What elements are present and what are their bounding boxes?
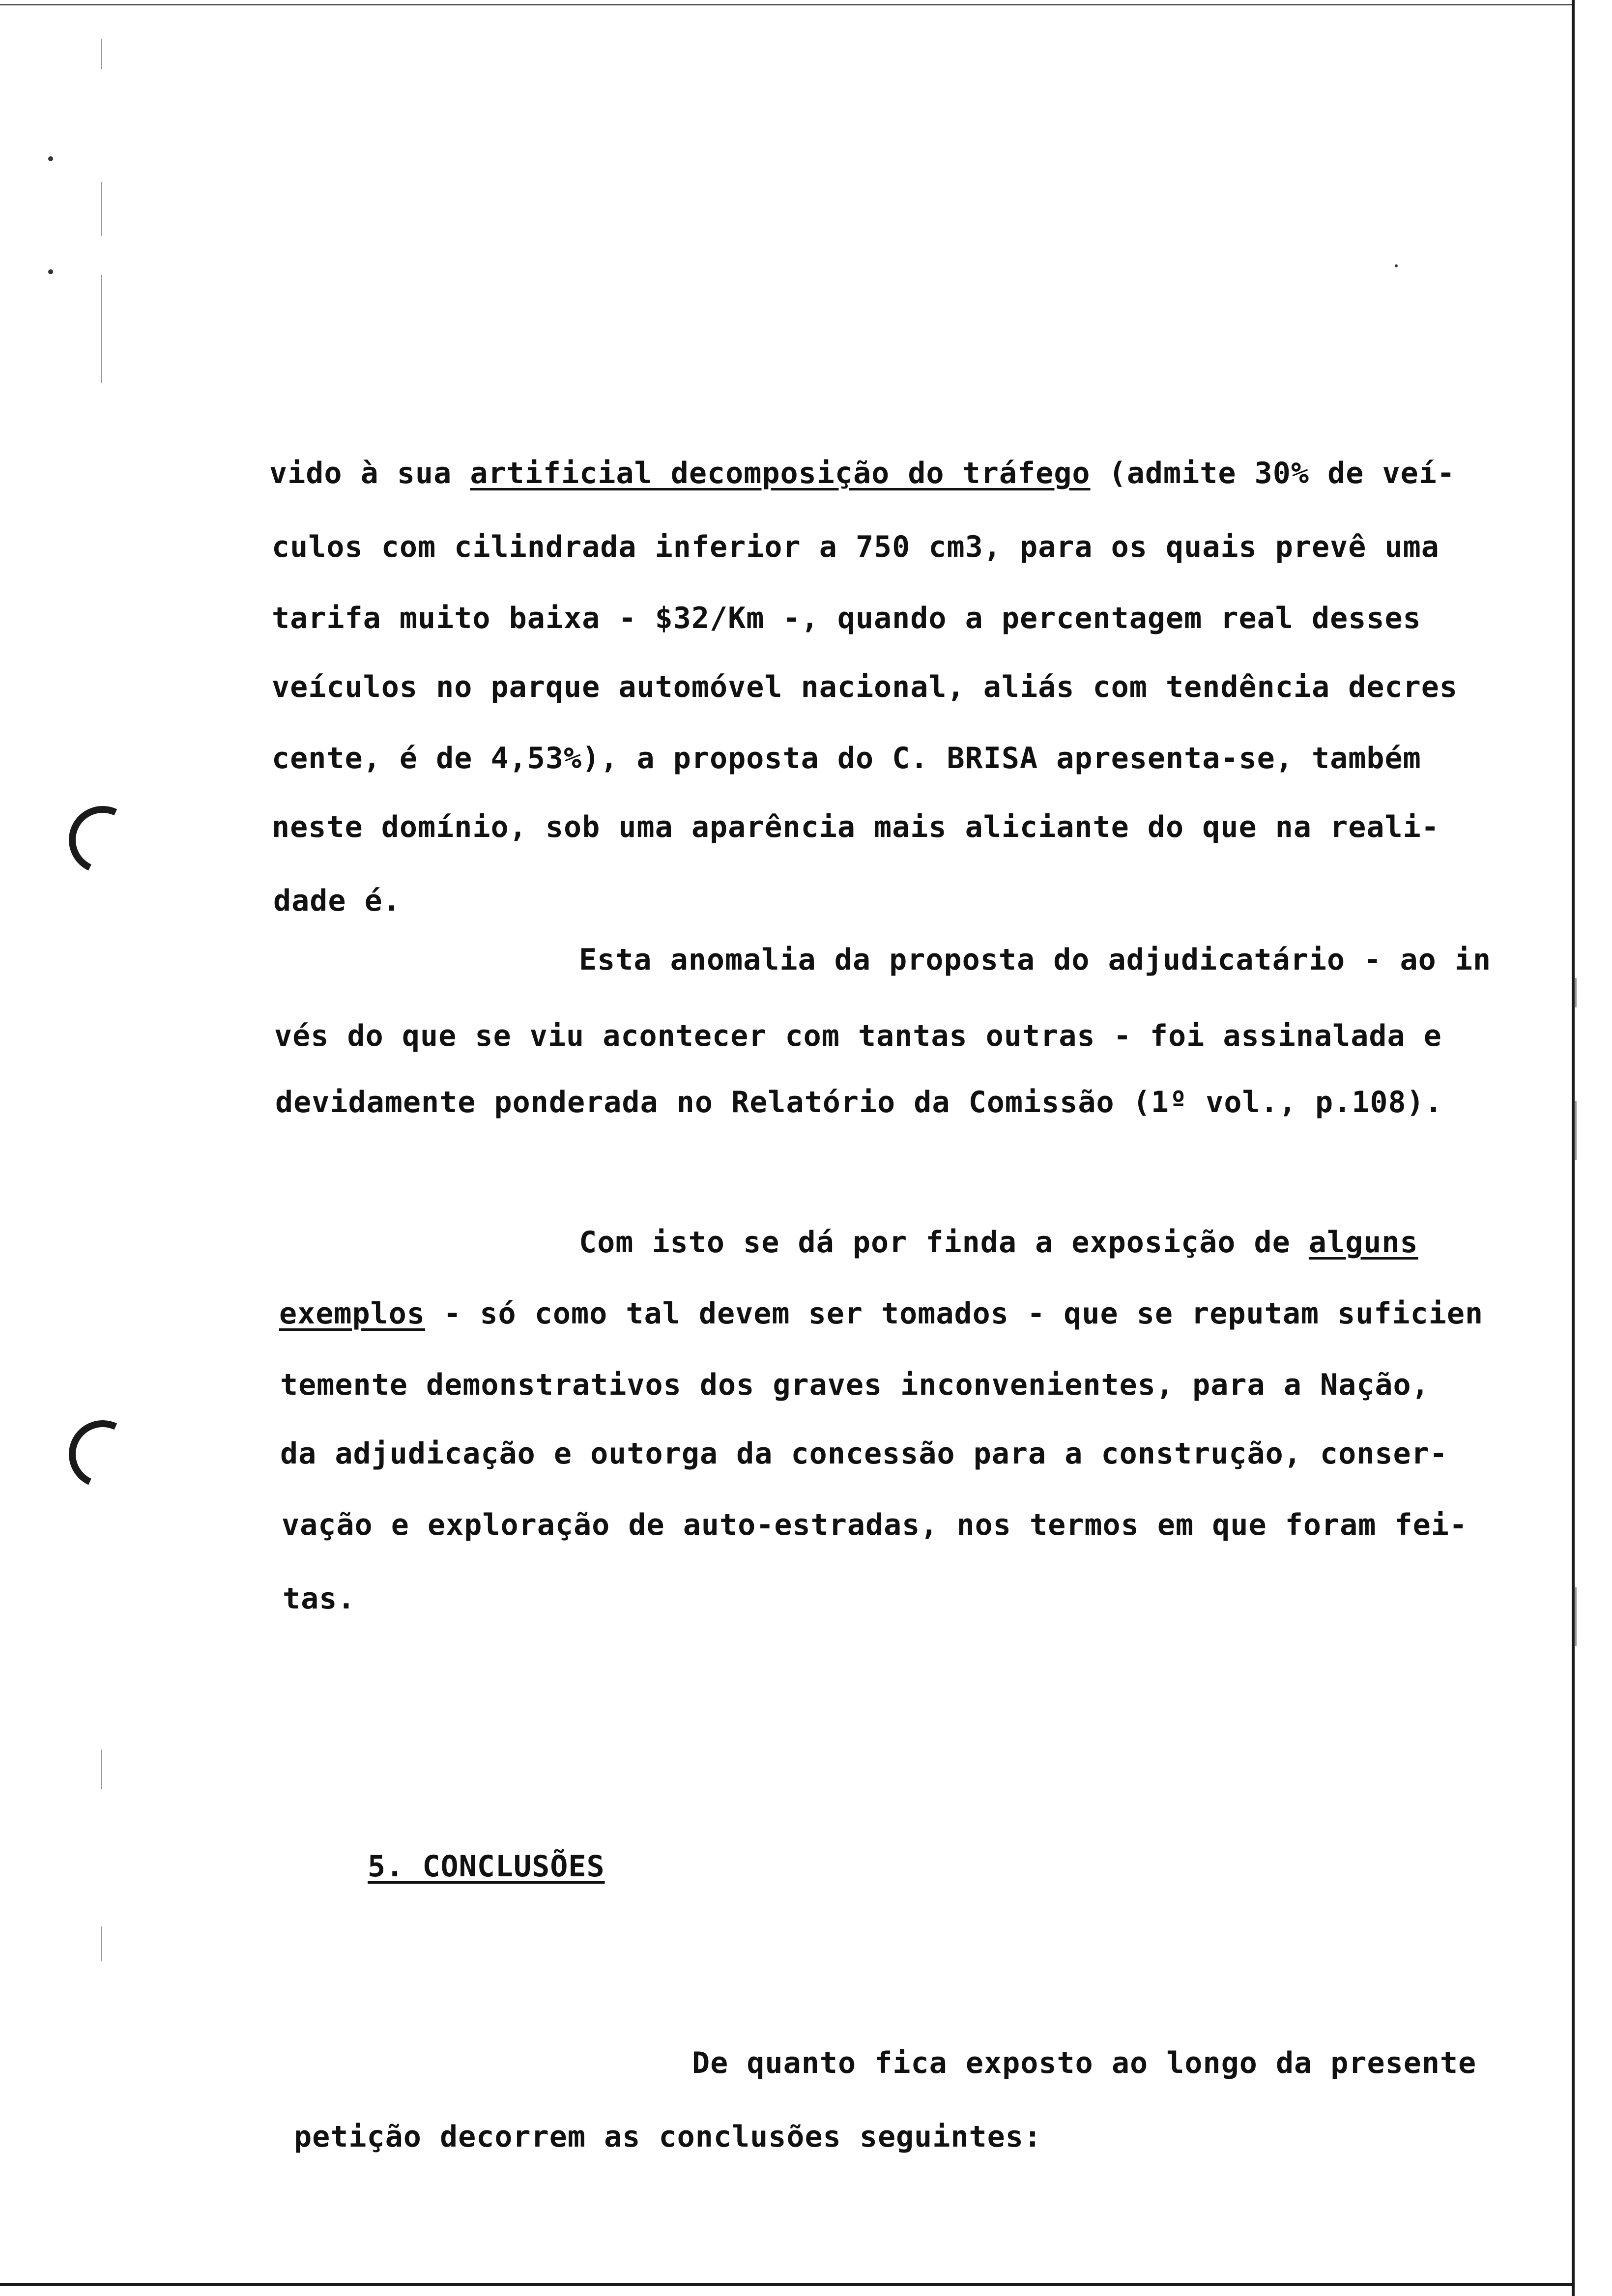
paragraph-1-line-1 [269,455,1455,492]
text-segment: Com isto se dá por finda a exposição de [579,1225,1309,1260]
top-page-edge [0,4,1573,5]
right-page-edge [1572,0,1575,2296]
margin-mark [101,1750,102,1789]
section-heading: 5. CONCLUSÕES [368,1849,605,1884]
paragraph-2-line-1: Esta anomalia da proposta do adjudicatário - ao in [579,943,1492,977]
margin-mark [101,275,102,383]
paragraph-3-line-6: tas. [283,1581,356,1616]
paragraph-3-line-2 [279,1295,1483,1332]
paragraph-3-line-5: vação e exploração de auto-estradas, nos termos em que foram fei- [282,1508,1468,1542]
paragraph-1-line-2: culos com cilindrada inferior a 750 cm3, para os quais prevê uma [272,530,1439,564]
paragraph-3-line-3: temente demonstrativos dos graves inconvenientes, para a Nação, [280,1368,1430,1402]
punch-hole-mark [59,1411,146,1498]
margin-mark [1575,978,1577,1007]
paragraph-1-line-4: veículos no parque automóvel nacional, aliás com tendência decres [272,670,1458,704]
paragraph-1-line-7: dade é. [273,884,401,918]
paragraph-1-line-5: cente, é de 4,53%), a proposta do C. BRISA apresenta-se, também [272,741,1421,775]
margin-mark [1575,1587,1577,1646]
margin-mark [1575,1101,1577,1160]
bottom-page-edge [0,2283,1573,2286]
punch-hole-mark [59,797,146,884]
paragraph-1-line-3: tarifa muito baixa - $32/Km -, quando a percentagem real desses [272,601,1421,635]
underlined-emphasis: alguns [1308,1225,1418,1260]
paragraph-4-line-1: De quanto fica exposto ao longo da presente [692,2046,1477,2080]
paragraph-2-line-3: devidamente ponderada no Relatório da Comissão (1º vol., p.108). [275,1085,1443,1119]
paragraph-2-line-2: vés do que se viu acontecer com tantas outras - foi assinalada e [274,1019,1442,1053]
underlined-emphasis: exemplos [279,1296,425,1331]
ink-speck [1395,264,1398,267]
text-segment: (admite 30% de veí- [1090,456,1456,490]
margin-mark [101,182,102,236]
margin-mark [101,39,102,69]
margin-mark [101,1926,102,1961]
ink-speck [48,156,53,161]
text-segment: - só como tal devem ser tomados - que se reputam suficien [425,1296,1484,1331]
text-segment: vido à sua [269,456,470,490]
paragraph-4-line-2: petição decorrem as conclusões seguintes: [294,2120,1042,2154]
underlined-emphasis: artificial decomposição do tráfego [470,456,1091,490]
paragraph-3-line-1 [579,1224,1418,1261]
paragraph-3-line-4: da adjudicação e outorga da concessão para a construção, conser- [280,1436,1448,1471]
paragraph-1-line-6: neste domínio, sob uma aparência mais aliciante do que na reali- [272,810,1439,844]
ink-speck [48,269,53,274]
